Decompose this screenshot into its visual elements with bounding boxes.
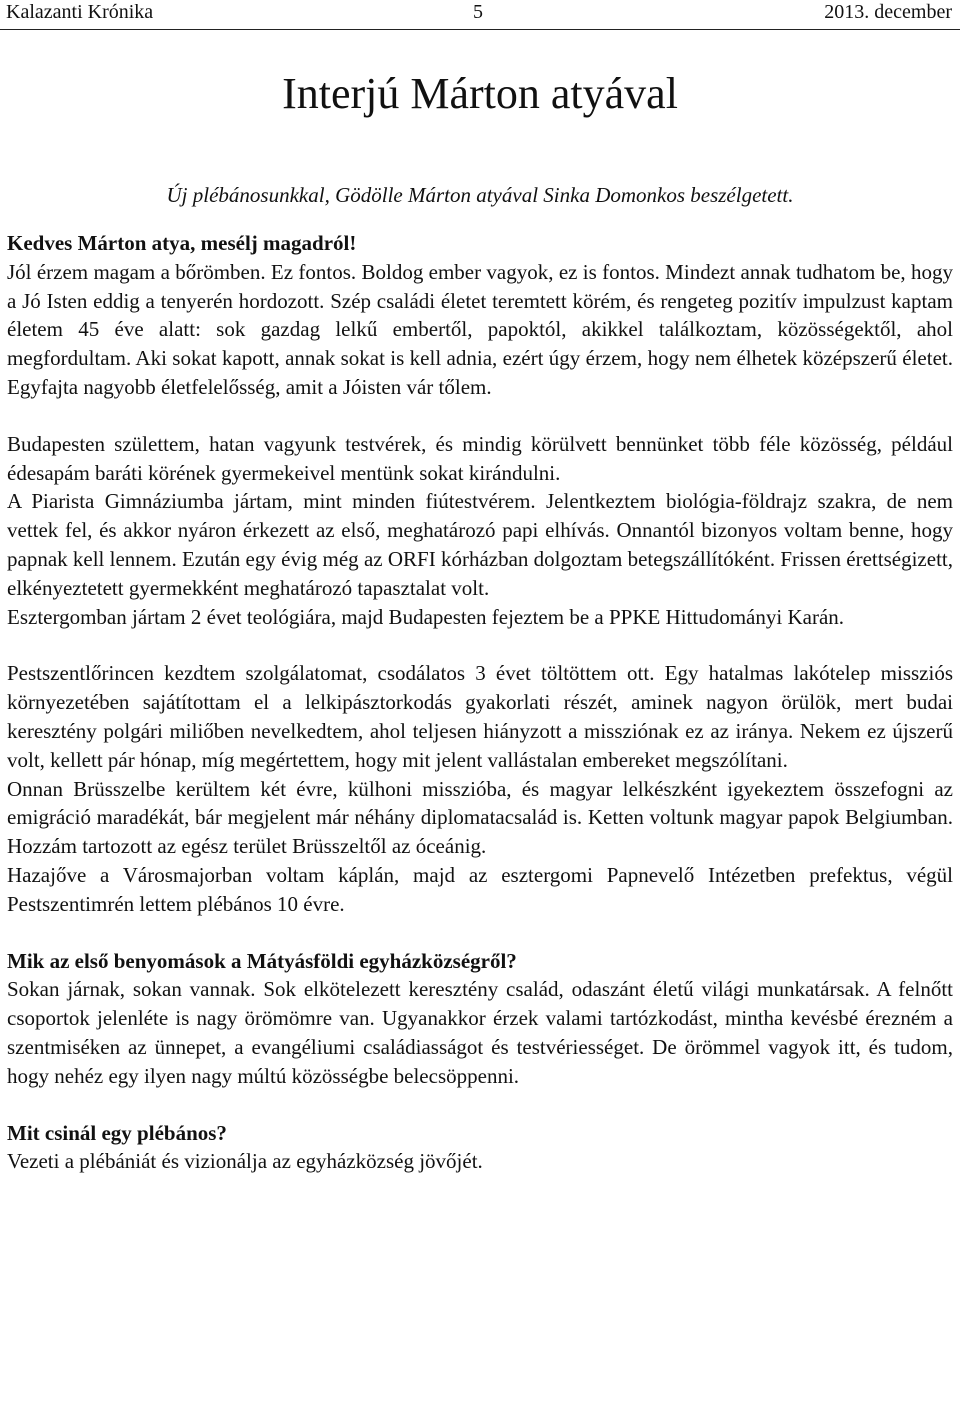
issue-date: 2013. december — [824, 1, 952, 23]
running-header — [0, 0, 960, 27]
answer-1-paragraph-3: A Piarista Gimnáziumba jártam, mint minden fiútestvérem. Jelentkeztem biológia-földrajz szakra, de nem vettek fel, és akkor nyáron érkezett az első, meghatározó papi elhívás. Onnantól bizonyos voltam benne, hogy papnak kell lennem. Ezután egy évig még az ORFI kórházban dolgoztam betegszállítóként. Frissen érettségizett, elkényeztetett gyermekként meghatározó tapasztalat volt. — [7, 489, 953, 600]
answer-1-paragraph-5: Pestszentlőrincen kezdtem szolgálatomat, csodálatos 3 évet töltöttem ott. Egy hatalmas lakótelep missziós környezetében sajátítottam el a lelkipásztorkodás gyakorlati részét, aminek nagyon örülök, mert budai keresztény polgári miliőben nevelkedtem, ahol teljesen hiányzott a missziónak ez az iránya. Nekem ez újszerű volt, kellett pár hónap, míg megértettem, hogy mit jelent vallástalan embereket megszólítani. — [7, 661, 953, 772]
answer-1-paragraph-6: Onnan Brüsszelbe kerültem két évre, külhoni misszióba, és magyar lelkészként igyekeztem összefogni az emigráció maradékát, bár megjelent már néhány diplomatacsalád is. Ketten voltunk magyar papok Belgiumban. Hozzám tartozott az egész terület Brüsszeltől az óceánig. — [7, 776, 953, 859]
article-title: Interjú Márton atyával — [282, 69, 678, 118]
answer-1-paragraph-2: Budapesten születtem, hatan vagyunk testvérek, és mindig körülvett bennünket több féle közösség, például édesapám baráti körének gyermekeivel mentünk sokat kirándulni. — [7, 431, 953, 485]
answer-1-paragraph-4: Esztergomban jártam 2 évet teológiára, majd Budapesten fejeztem be a PPKE Hittudományi Karán. — [7, 604, 845, 629]
article-subtitle: Új plébánosunkkal, Gödölle Márton atyával Sinka Domonkos beszélgetett. — [166, 183, 794, 207]
question-3: Mit csinál egy plébános? — [7, 1120, 227, 1145]
answer-2: Sokan járnak, sokan vannak. Sok elkötelezett keresztény család, odaszánt életű világi munkatársak. A felnőtt csoportok jelenléte is nagy örömömre van. Ugyanakkor érzek valami tartózkodást, mintha kevésbé érezném a szentmiséken az ünnepet, a evangéliumi családiasságot és testvériességet. De örömmel vagyok itt, és tudom, hogy nehéz egy ilyen nagy múltú közösségbe belecsöppenni. — [7, 977, 953, 1088]
header-rule — [0, 29, 960, 30]
answer-1-paragraph-1: Jól érzem magam a bőrömben. Ez fontos. Boldog ember vagyok, ez is fontos. Mindezt annak tudhatom be, hogy a Jó Isten eddig a tenyerén hordozott. Szép családi életet teremtett körém, és rengeteg pozitív impulzust kaptam életem 45 éve alatt: sok gazdag lelkű embertől, papoktól, akikkel találkoztam, közösségektől, ahol megfordultam. Aki sokat kapott, annak sokat is kell adnia, ezért úgy érzem, hogy nem élhetek középszerű életet. Egyfajta nagyobb életfelelősség, amit a Jóisten vár tőlem. — [7, 259, 953, 399]
answer-1-paragraph-7: Hazajőve a Városmajorban voltam káplán, majd az esztergomi Papnevelő Intézetben prefektus, végül Pestszentimrén lettem plébános 10 évre. — [7, 862, 953, 916]
question-1: Kedves Márton atya, mesélj magadról! — [7, 231, 357, 255]
answer-3: Vezeti a plébániát és vizionálja az egyházközség jövőjét. — [7, 1149, 483, 1174]
publication-name: Kalazanti Krónika — [6, 1, 154, 23]
paragraph-gap — [7, 402, 953, 430]
question-2: Mik az első benyomások a Mátyásföldi egyházközségről? — [7, 948, 517, 973]
page-number: 5 — [473, 1, 483, 23]
paragraph-gap — [7, 1091, 953, 1119]
paragraph-gap — [7, 919, 953, 947]
article-body — [7, 229, 953, 1176]
paragraph-gap — [7, 631, 953, 659]
